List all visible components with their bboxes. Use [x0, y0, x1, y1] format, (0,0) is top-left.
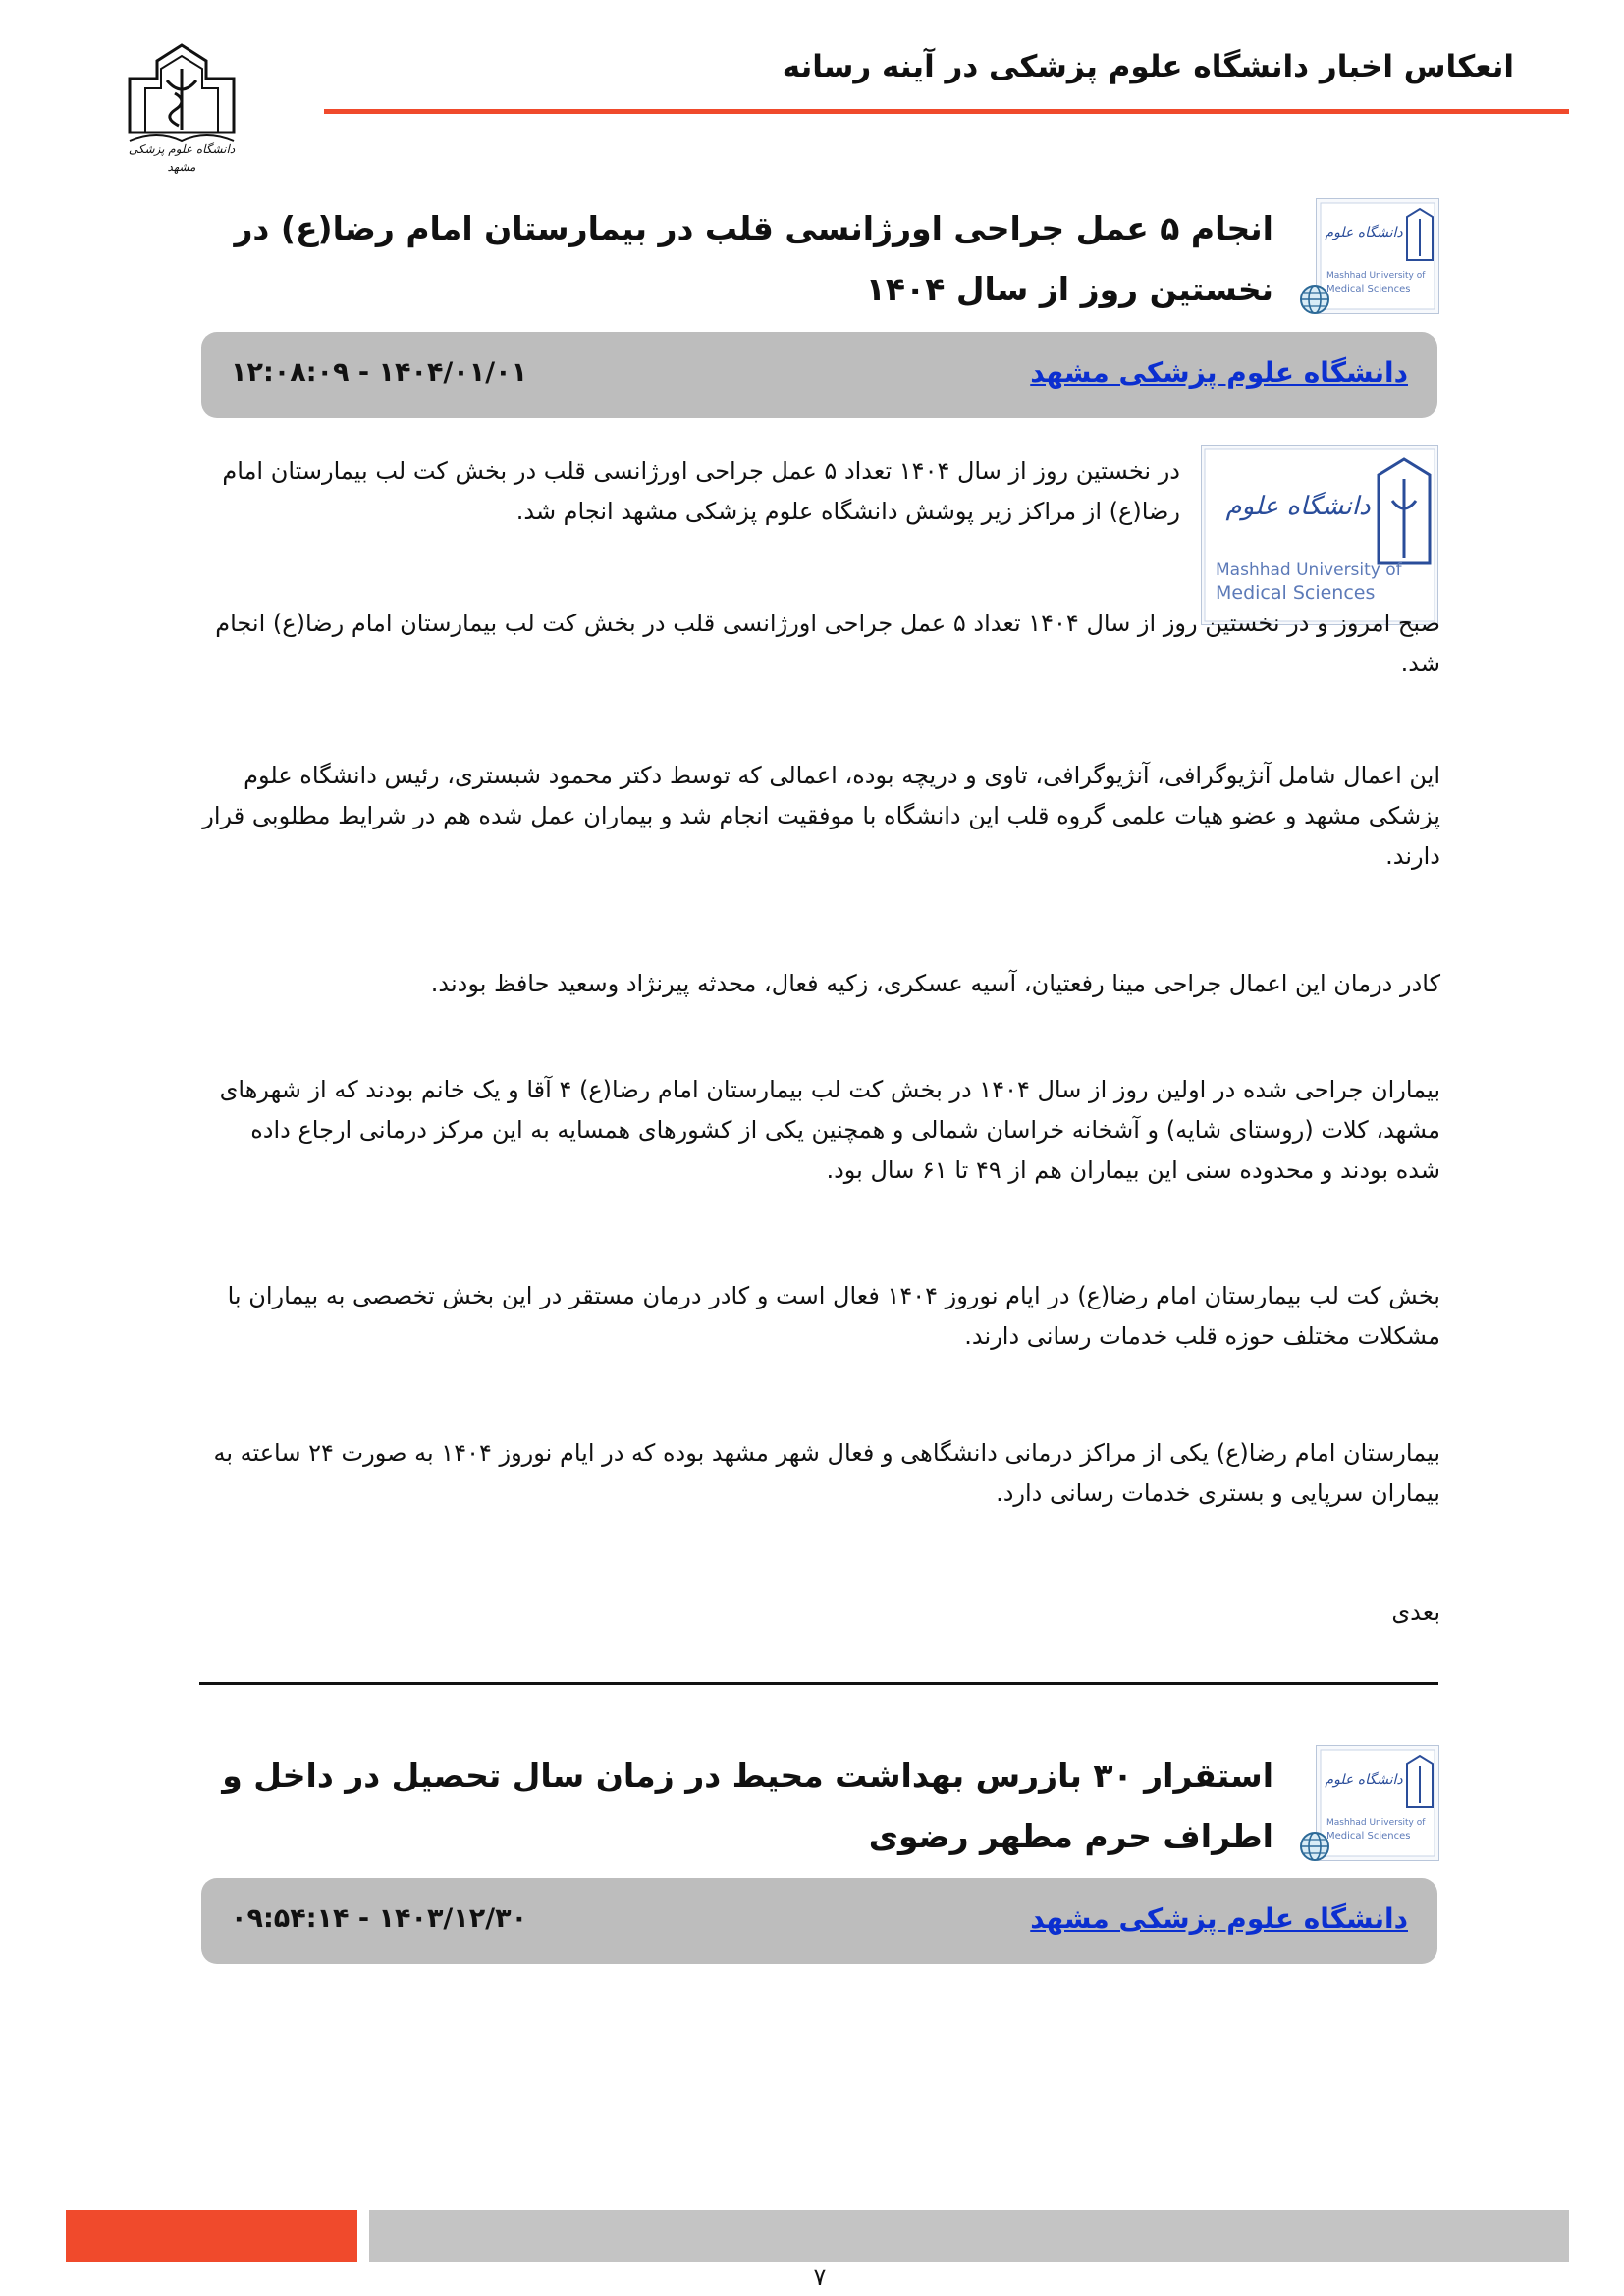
header-title: انعکاس اخبار دانشگاه علوم پزشکی در آینه رسانه	[782, 49, 1514, 84]
article-paragraph: این اعمال شامل آنژیوگرافی، آنژیوگرافی، تاوی و دریچه بوده، اعمالی که توسط دکتر محمود شبستری، رئیس دانشگاه علوم پزشکی مشهد و عضو هیات علمی گروه قلب این دانشگاه با موفقیت انجام شد و بیماران عمل شده هم در شرایط مطلوبی قرار دارند.	[202, 762, 1440, 870]
svg-text:Mashhad University of: Mashhad University of	[1326, 271, 1426, 281]
footer-accent-bar	[66, 2210, 357, 2262]
globe-icon[interactable]	[1298, 1830, 1331, 1863]
university-logo	[118, 39, 245, 172]
publish-date: ۱۴۰۳/۱۲/۳۰ - ۰۹:۵۴:۱۴	[231, 1903, 528, 1934]
article-paragraph: صبح امروز و در نخستین روز از سال ۱۴۰۴ تعداد ۵ عمل جراحی اورژانسی قلب در بخش کت لب بیمارستان امام رضا(ع) انجام شد.	[215, 610, 1440, 677]
article-paragraph: کادر درمان این اعمال جراحی مینا رفعتیان، آسیه عسکری، زکیه فعال، محدثه پیرنژاد وسعید حافظ بودند.	[430, 970, 1440, 997]
header-divider	[324, 109, 1569, 114]
next-link[interactable]: بعدی	[1391, 1598, 1440, 1626]
article-paragraph: بیمارستان امام رضا(ع) یکی از مراکز درمانی دانشگاهی و فعال شهر مشهد بوده که در ایام نوروز ۱۴۰۴ به صورت ۲۴ ساعته به بیماران سرپایی و بستری خدمات رسانی دارد.	[213, 1439, 1440, 1507]
logo-caption: دانشگاه علوم پزشکی مشهد	[128, 142, 236, 174]
article-divider	[199, 1682, 1438, 1685]
source-link[interactable]: دانشگاه علوم پزشکی مشهد	[1030, 1902, 1408, 1935]
article-thumbnail	[1316, 1745, 1439, 1861]
article-meta-bar	[201, 332, 1437, 418]
svg-text:دانشگاه علوم: دانشگاه علوم	[1325, 1772, 1403, 1788]
footer-bar	[369, 2210, 1569, 2262]
article-title[interactable]: استقرار ۳۰ بازرس بهداشت محیط در زمان سال تحصیل در داخل و اطراف حرم مطهر رضوی	[222, 1756, 1273, 1855]
svg-text:Mashhad University of: Mashhad University of	[1216, 561, 1402, 580]
article-paragraph: در نخستین روز از سال ۱۴۰۴ تعداد ۵ عمل جراحی اورژانسی قلب در بخش کت لب بیمارستان امام رضا(ع) از مراکز زیر پوشش دانشگاه علوم پزشکی مشهد انجام شد.	[222, 457, 1180, 525]
svg-text:Mashhad University of: Mashhad University of	[1326, 1818, 1426, 1828]
body-image-fa-text: دانشگاه علوم	[1225, 492, 1371, 521]
svg-text:Medical Sciences: Medical Sciences	[1216, 582, 1376, 604]
article-thumbnail	[1316, 198, 1439, 314]
article-title[interactable]: انجام ۵ عمل جراحی اورژانسی قلب در بیمارستان امام رضا(ع) در نخستین روز از سال ۱۴۰۴	[234, 209, 1273, 308]
svg-text:Medical Sciences: Medical Sciences	[1326, 284, 1411, 294]
publish-date: ۱۴۰۴/۰۱/۰۱ - ۱۲:۰۸:۰۹	[231, 357, 528, 388]
article-paragraph: بخش کت لب بیمارستان امام رضا(ع) در ایام نوروز ۱۴۰۴ فعال است و کادر درمان مستقر در این بخش تخصصی به بیماران با مشکلات مختلف حوزه قلب خدمات رسانی دارند.	[227, 1282, 1440, 1350]
globe-icon[interactable]	[1298, 283, 1331, 316]
page-number: ۷	[813, 2264, 827, 2291]
source-link[interactable]: دانشگاه علوم پزشکی مشهد	[1030, 356, 1408, 389]
article-paragraph: بیماران جراحی شده در اولین روز از سال ۱۴۰۴ در بخش کت لب بیمارستان امام رضا(ع) ۴ آقا و یک خانم بودند که از شهرهای مشهد، کلات (روستای شایه) و آشخانه خراسان شمالی و همچنین یکی از کشورهای همسایه به این مرکز درمانی ارجاع داده شده بودند و محدوده سنی این بیماران هم از ۴۹ تا ۶۱ سال بود.	[219, 1076, 1440, 1184]
article-meta-bar	[201, 1878, 1437, 1964]
svg-text:Medical Sciences: Medical Sciences	[1326, 1831, 1411, 1842]
thumb-fa-text: دانشگاه علوم	[1325, 225, 1403, 240]
article-body-image	[1201, 445, 1438, 625]
